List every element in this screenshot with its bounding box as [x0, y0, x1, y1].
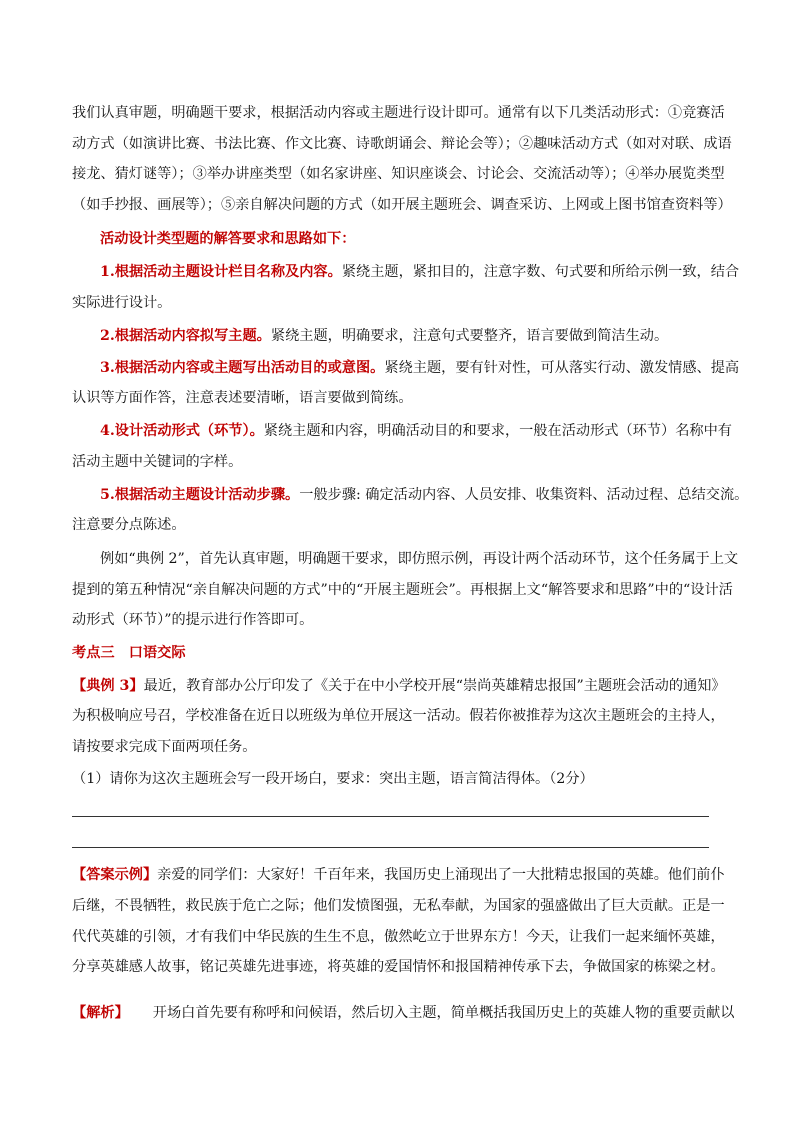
example3-text: 最近，教育部办公厅印发了《关于在中小学校开展“崇尚英雄精忠报国”主题班会活动的通知》 [143, 678, 726, 694]
item-3-title: 3.根据活动内容或主题写出活动目的或意图。 [100, 360, 385, 376]
analysis-line-1 [72, 1003, 735, 1023]
item-3-text: 紧绕主题，要有针对性，可从落实行动、激发情感、提高 [384, 360, 740, 376]
item-4-title: 4.设计活动形式（环节）。 [100, 423, 264, 439]
answer-blank-line-1 [72, 816, 709, 817]
item-3-line-1 [100, 358, 756, 378]
example-line-2: 提到的第五种情况“亲自解决问题的方式”中的“开展主题班会”。再根据上文“解答要求和思路”中的“设计活 [72, 582, 733, 598]
item-3-line-2: 认识等方面作答，注意表述要清晰，语言要做到简练。 [72, 390, 413, 406]
item-5-line-2: 注意要分点陈述。 [72, 517, 186, 533]
example3-line-1 [72, 676, 728, 696]
example3-line-2: 为积极响应号召，学校准备在近日以班级为单位开展这一活动。假若你被推荐为这次主题班会的主持人， [72, 708, 725, 724]
item-5-text: 一般步骤: 确定活动内容、人员安排、收集资料、活动过程、总结交流。 [299, 487, 749, 503]
analysis-label: 【解析】 [72, 1005, 129, 1021]
intro-line-1: 我们认真审题，明确题干要求，根据活动内容或主题进行设计即可。通常有以下几类活动形式：①竞赛活 [72, 105, 725, 121]
item-2-text: 紧绕主题，明确要求，注意句式要整齐，语言要做到简洁生动。 [270, 328, 669, 344]
example-line-1: 例如“典例 2”，首先认真审题，明确题干要求，即仿照示例，再设计两个活动环节，这个任务属于上文 [100, 551, 739, 567]
answer-blank-line-2 [72, 847, 709, 848]
item-1-line-2: 实际进行设计。 [72, 295, 172, 311]
section-heading: 考点三 口语交际 [72, 645, 186, 661]
intro-line-2: 动方式（如演讲比赛、书法比赛、作文比赛、诗歌朗诵会、辩论会等）；②趣味活动方式（如对对联、成语 [72, 136, 732, 152]
analysis-text: 开场白首先要有称呼和问候语，然后切入主题，简单概括我国历史上的英雄人物的重要贡献以 [152, 1005, 735, 1021]
item-1-line-1 [100, 262, 756, 282]
item-4-line-2: 活动主题中关键词的字样。 [72, 454, 243, 470]
item-4-text: 紧绕主题和内容，明确活动目的和要求，一般在活动形式（环节）名称中有 [263, 423, 732, 439]
item-2-line-1 [100, 326, 756, 346]
answer-line-2: 后继，不畏牺牲，救民族于危亡之际；他们发愤图强，无私奉献，为国家的强盛做出了巨大贡献。正是一 [72, 898, 725, 914]
item-4-line-1 [100, 421, 756, 441]
answer-text: 亲爱的同学们：大家好！千百年来，我国历史上涌现出了一大批精忠报国的英雄。他们前仆 [157, 867, 725, 883]
item-1-title: 1.根据活动主题设计栏目名称及内容。 [100, 264, 342, 280]
example-line-3: 动形式（环节）”的提示进行作答即可。 [72, 612, 314, 628]
item-1-text: 紧绕主题，紧扣目的，注意字数、句式要和所给示例一致，结合 [341, 264, 740, 280]
requirements-heading: 活动设计类型题的解答要求和思路如下： [100, 231, 356, 247]
intro-line-4: （如手抄报、画展等）；⑤亲自解决问题的方式（如开展主题班会、调查采访、上网或上图书馆查资料等） [72, 197, 732, 213]
answer-label: 【答案示例】 [72, 867, 158, 883]
item-5-line-1 [100, 485, 756, 505]
answer-line-1 [72, 865, 728, 885]
example3-line-3: 请按要求完成下面两项任务。 [72, 739, 257, 755]
example3-label: 【典例 3】 [72, 678, 144, 694]
answer-line-3: 代代英雄的引领，才有我们中华民族的生生不息，傲然屹立于世界东方！今天，让我们一起来缅怀英雄， [72, 929, 725, 945]
item-5-title: 5.根据活动主题设计活动步骤。 [100, 487, 300, 503]
answer-line-4: 分享英雄感人故事，铭记英雄先进事迹，将英雄的爱国情怀和报国精神传承下去，争做国家的栋梁之材。 [72, 959, 725, 975]
question-1: （1）请你为这次主题班会写一段开场白，要求：突出主题，语言简洁得体。（2分） [72, 771, 594, 787]
intro-line-3: 接龙、猜灯谜等）；③举办讲座类型（如名家讲座、知识座谈会、讨论会、交流活动等）；④举办展览类型 [72, 166, 725, 182]
item-2-title: 2.根据活动内容拟写主题。 [100, 328, 271, 344]
